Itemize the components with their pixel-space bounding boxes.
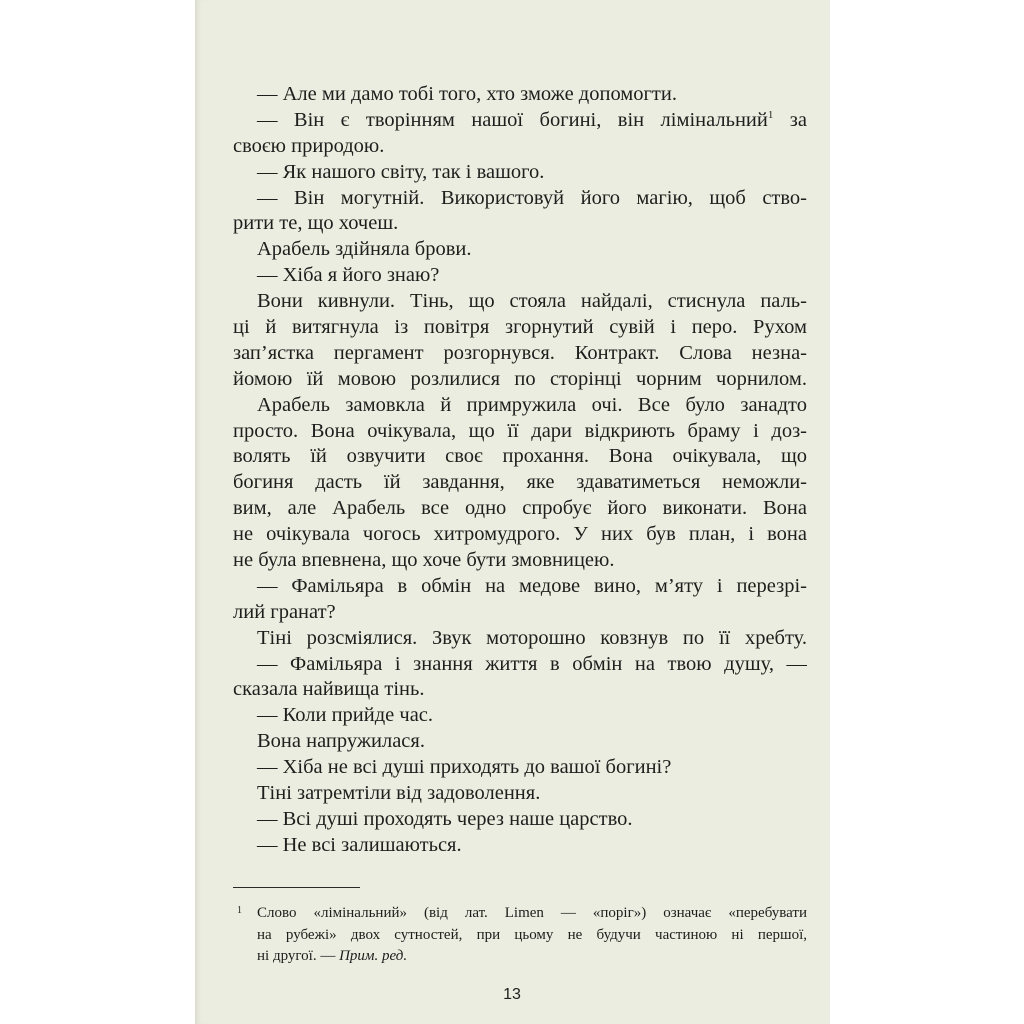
text-line	[233, 134, 807, 160]
text-line	[233, 703, 807, 729]
line-text: богиня дасть їй завдання, яке здаватиметься неможли-	[233, 471, 807, 494]
text-line	[233, 574, 807, 600]
text-line	[233, 289, 807, 315]
text-line	[233, 237, 807, 263]
footnote-line: на рубежі» двох сутностей, при цьому не будучи частиною ні першої,	[257, 926, 807, 943]
line-text: Арабель здійняла брови.	[257, 238, 472, 261]
line-text: сказала найвища тінь.	[233, 678, 425, 701]
text-line	[233, 522, 807, 548]
line-text: — Всі душі проходять через наше царство.	[257, 807, 633, 830]
text-line	[233, 263, 807, 289]
text-line	[233, 419, 807, 445]
text-line	[233, 211, 807, 237]
line-text: волять їй озвучити своє прохання. Вона очікувала, що	[233, 445, 807, 468]
text-line	[233, 729, 807, 755]
text-line	[233, 160, 807, 186]
footnote-reference: 1	[767, 108, 774, 121]
line-text: — Як нашого світу, так і вашого.	[257, 160, 545, 183]
line-text: йомою їй мовою розлилися по сторінці чорним чорнилом.	[233, 367, 807, 390]
line-text: Вони кивнули. Тінь, що стояла найдалі, стиснула паль-	[257, 290, 807, 313]
line-text: — Не всі залишаються.	[257, 833, 462, 856]
line-text: лий гранат?	[233, 600, 336, 623]
text-line	[233, 470, 807, 496]
line-text: своєю природою.	[233, 134, 385, 157]
text-line	[233, 677, 807, 703]
footnote-line	[233, 946, 807, 968]
text-line	[233, 833, 807, 859]
line-text: — Фамільяра і знання життя в обмін на твою душу, —	[257, 652, 807, 675]
text-line	[233, 600, 807, 626]
footnote	[233, 903, 807, 968]
footnote-marker: 1	[237, 905, 242, 916]
footnote-divider	[233, 887, 360, 888]
text-line	[233, 393, 807, 419]
line-text: Тіні затремтіли від задоволення.	[257, 782, 541, 805]
text-line	[233, 755, 807, 781]
line-text: не була впевнена, що хоче бути змовницею.	[233, 549, 615, 572]
text-line	[233, 496, 807, 522]
text-line	[233, 82, 807, 108]
text-line	[233, 108, 807, 134]
line-text: Арабель замовкла й примружила очі. Все було занадто	[257, 393, 807, 416]
text-line	[233, 781, 807, 807]
line-text: — Фамільяра в обмін на медове вино, м’яту і перезрі-	[257, 574, 807, 597]
line-text: — Але ми дамо тобі того, хто зможе допомогти.	[257, 83, 677, 105]
line-text: Вона напружилася.	[257, 730, 425, 753]
line-text: — Коли прийде час.	[257, 704, 434, 727]
line-text: просто. Вона очікувала, що її дари відкриють браму і доз-	[233, 419, 807, 442]
line-text: рити те, що хочеш.	[233, 212, 399, 235]
line-text: — Він є творінням нашої богині, він лімінальний	[257, 108, 768, 131]
text-line	[233, 341, 807, 367]
line-text: ці й витягнула із повітря згорнутий сувій і перо. Рухом	[233, 316, 807, 339]
footnote-text: ні другої. —	[257, 948, 340, 964]
text-line	[233, 626, 807, 652]
text-line	[233, 807, 807, 833]
line-text: — Хіба не всі душі приходять до вашої богині?	[257, 756, 672, 779]
text-line	[233, 548, 807, 574]
line-text: зап’ястка пергамент розгорнувся. Контракт. Слова незна-	[233, 341, 807, 364]
text-line	[233, 367, 807, 393]
body-text	[233, 82, 807, 859]
line-text: за	[773, 108, 807, 131]
line-text: не очікувала чогось хитромудрого. У них був план, і вона	[233, 523, 807, 546]
line-text: Тіні розсміялися. Звук моторошно ковзнув по її хребту.	[257, 626, 807, 649]
text-line	[233, 315, 807, 341]
line-text: вим, але Арабель все одно спробує його виконати. Вона	[233, 497, 807, 520]
page-number: 13	[503, 986, 521, 1003]
line-text: — Хіба я його знаю?	[257, 264, 440, 287]
line-text: — Він могутній. Використовуй його магію, щоб ство-	[257, 186, 807, 209]
editor-note: Прим. ред.	[339, 948, 408, 964]
text-line	[233, 186, 807, 212]
text-line	[233, 652, 807, 678]
text-line	[233, 444, 807, 470]
footnote-line: Слово «лімінальний» (від лат. Limen — «поріг») означає «перебувати	[257, 905, 807, 921]
